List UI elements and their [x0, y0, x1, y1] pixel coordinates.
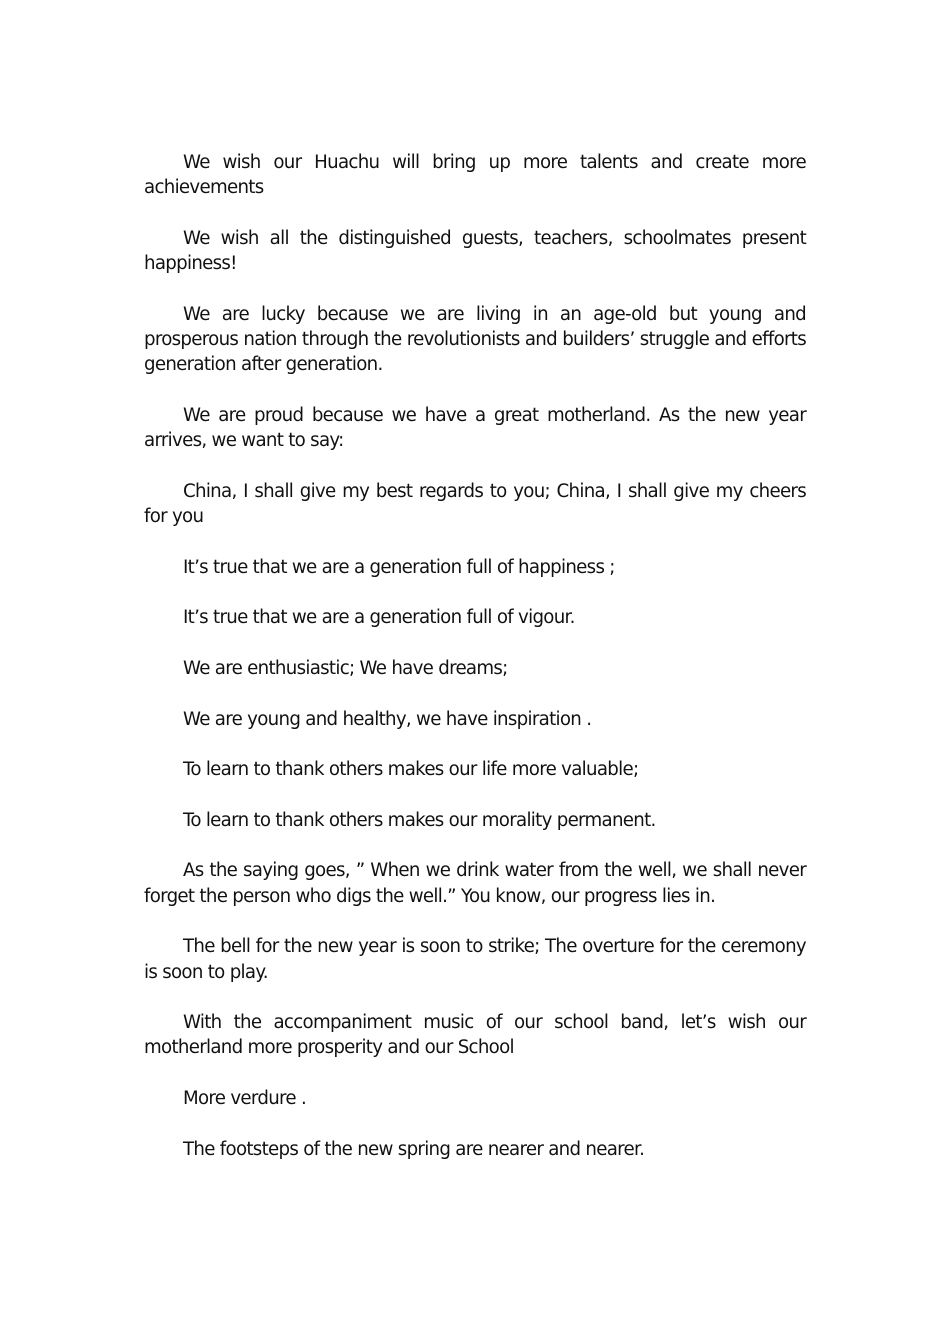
paragraph-generation-happiness: It’s true that we are a generation full of happiness ;: [183, 556, 615, 578]
paragraph-saying-well: As the saying goes, ” When we drink water from the well, we shall never forget the person who digs the well.” You know, our progress lies in.: [144, 860, 806, 907]
paragraph-lucky-nation: We are lucky because we are living in an age-old but young and prosperous nation through the revolutionists and builders’ struggle and efforts generation after generation.: [144, 303, 806, 376]
paragraph-enthusiastic: We are enthusiastic; We have dreams;: [183, 657, 508, 679]
paragraph-thank-permanent: To learn to thank others makes our morality permanent.: [183, 809, 656, 831]
paragraph-china-regards: China, I shall give my best regards to you; China, I shall give my cheers for you: [144, 480, 806, 528]
paragraph-young-healthy: We are young and healthy, we have inspiration .: [183, 708, 592, 730]
paragraph-thank-valuable: To learn to thank others makes our life more valuable;: [183, 759, 639, 781]
paragraph-school-band: With the accompaniment music of our school band, let’s wish our motherland more prosperity and our School: [144, 1012, 806, 1059]
paragraph-bell-new-year: The bell for the new year is soon to strike; The overture for the ceremony is soon to play.: [144, 936, 806, 983]
paragraph-wish-huachu: We wish our Huachu will bring up more talents and create more achievements: [144, 152, 806, 199]
paragraph-wish-guests: We wish all the distinguished guests, teachers, schoolmates present happiness!: [144, 227, 806, 275]
paragraph-proud-motherland: We are proud because we have a great motherland. As the new year arrives, we want to say:: [144, 404, 806, 452]
paragraph-generation-vigour: It’s true that we are a generation full of vigour.: [183, 607, 575, 629]
paragraph-new-spring: The footsteps of the new spring are nearer and nearer.: [183, 1138, 645, 1160]
document-body: [144, 150, 806, 1187]
paragraph-more-verdure: More verdure .: [183, 1087, 307, 1109]
